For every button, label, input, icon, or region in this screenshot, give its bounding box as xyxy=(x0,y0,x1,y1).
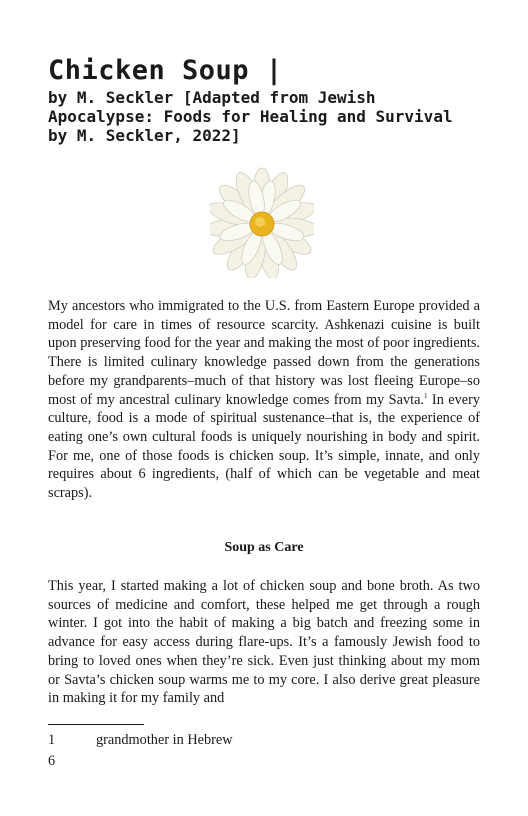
page-title: Chicken Soup | xyxy=(48,55,283,86)
book-page xyxy=(48,0,480,816)
byline: by M. Seckler [Adapted from Jewish Apocalypse: Foods for Healing and Survival by M. Seckler, 2022] xyxy=(48,88,453,145)
footnote-number: 1 xyxy=(48,732,56,748)
paragraph-1-text-b: In every culture, food is a mode of spiritual sustenance–that is, the experience of eating one’s own cultural foods is uniquely nourishing in body and spirit. For me, one of those foods is chicken soup. It’s simple, innate, and only requires about 6 ingredients, (half of which can be vegetable and meat scraps). xyxy=(48,391,481,502)
paragraph-1-text-a: My ancestors who immigrated to the U.S. from Eastern Europe provided a model for care in times of resource scarcity. Ashkenazi cuisine is built upon preserving food for the year and making the most of poor ingredients. There is limited culinary knowledge passed down from the generations before my grandparents–much of that history was lost fleeing Europe–so most of my ancestral culinary knowledge comes from my Savta. xyxy=(48,298,480,408)
section-heading: Soup as Care xyxy=(224,540,304,555)
footnote-ref: 1 xyxy=(424,391,428,400)
paragraph-ancestors xyxy=(48,297,480,503)
footnote-text: grandmother in Hebrew xyxy=(96,732,233,748)
daisy-flower-icon xyxy=(210,164,314,278)
footnote xyxy=(48,731,480,750)
paragraph-soup-as-care: This year, I started making a lot of chicken soup and bone broth. As two sources of medicine and comfort, these helped me get through a rough winter. I got into the habit of making a big batch and freezing some in advance for easy access during flare-ups. It’s a famously Jewish food to bring to loved ones when they’re sick. Even just thinking about my mom or Savta’s chicken soup warms me to my core. I also derive great pleasure in making it for my family and xyxy=(48,578,480,707)
page-number: 6 xyxy=(48,753,56,769)
footnote-divider xyxy=(48,724,144,725)
